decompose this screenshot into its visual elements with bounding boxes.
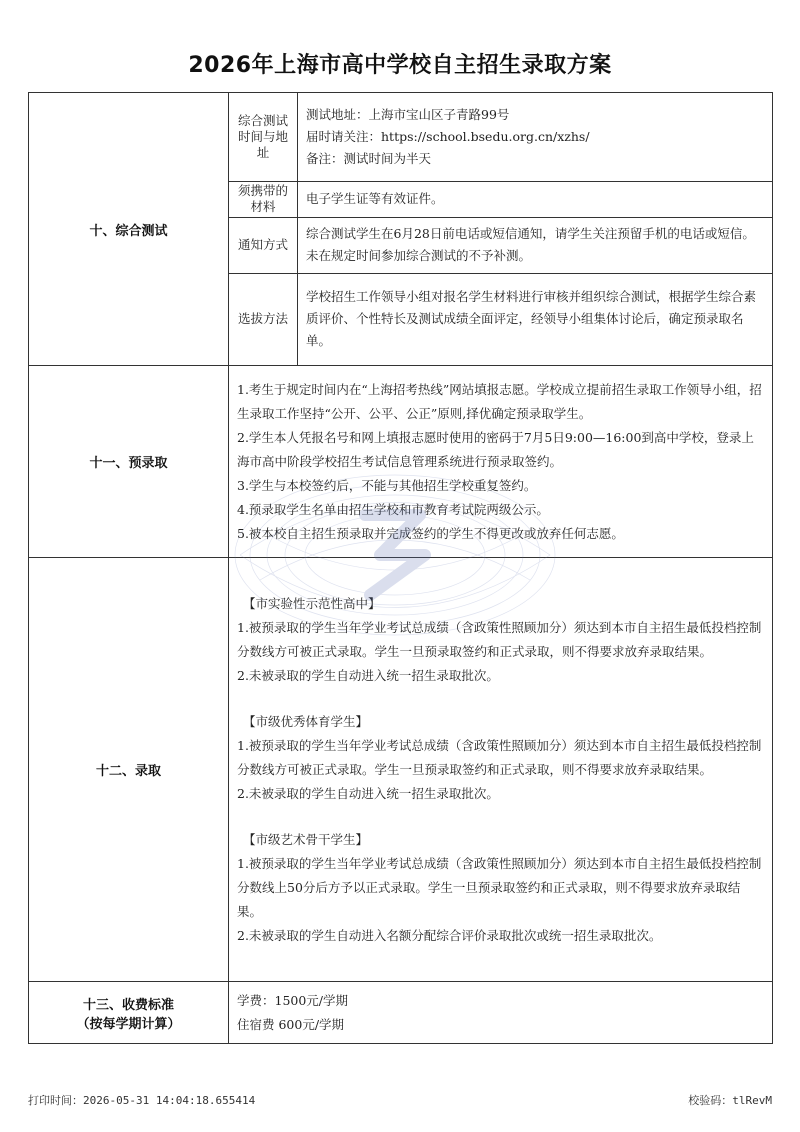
group-title: 【市级优秀体育学生】	[243, 713, 369, 729]
pre-admission-item: 5.被本校自主招生预录取并完成签约的学生不得更改或放弃任何志愿。	[237, 525, 624, 541]
notice-value: 综合测试学生在6月28日前电话或短信通知，请学生关注预留手机的电话或短信。未在规定时间参加综合测试的不予补测。	[298, 217, 773, 273]
test-time-key: 综合测试时间与地址	[229, 93, 298, 181]
pre-admission-item: 3.学生与本校签约后，不能与其他招生学校重复签约。	[237, 477, 537, 493]
section-10-row	[29, 93, 773, 366]
admission-item: 2.未被录取的学生自动进入统一招生录取批次。	[237, 785, 499, 801]
page-title: 2026年上海市高中学校自主招生录取方案	[188, 53, 612, 78]
test-time-value	[298, 93, 773, 181]
group-title: 【市实验性示范性高中】	[243, 595, 381, 611]
admission-item: 1.被预录取的学生当年学业考试总成绩（含政策性照顾加分）须达到本市自主招生最低投档控制分数线方可被正式录取。学生一旦预录取签约和正式录取，则不得要求放弃录取结果。	[237, 619, 762, 659]
section-12-label: 十二、录取	[29, 558, 229, 982]
admission-item: 2.未被录取的学生自动进入统一招生录取批次。	[237, 667, 499, 683]
section-10-label: 十、综合测试	[29, 93, 229, 366]
checksum: 校验码：tlRevM	[688, 1094, 772, 1107]
test-link[interactable]: 届时请关注：https://school.bsedu.org.cn/xzhs/	[306, 128, 590, 144]
section-12-row	[29, 558, 773, 982]
notice-key: 通知方式	[229, 217, 298, 273]
group-title: 【市级艺术骨干学生】	[243, 831, 369, 847]
test-note: 备注：测试时间为半天	[306, 150, 432, 166]
print-time: 打印时间：2026-05-31 14:04:18.655414	[28, 1094, 256, 1107]
section-13-label	[29, 982, 229, 1044]
section-11-row	[29, 366, 773, 558]
fee-label: 十三、收费标准	[82, 997, 174, 1013]
section-13-content	[229, 982, 773, 1044]
section-13-row	[29, 982, 773, 1044]
method-key: 选拔方法	[229, 273, 298, 365]
test-address: 测试地址：上海市宝山区子青路99号	[306, 106, 510, 122]
pre-admission-item: 2.学生本人凭报名号和网上填报志愿时使用的密码于7月5日9:00—16:00到高中学校，登录上海市高中阶段学校招生考试信息管理系统进行预录取签约。	[237, 429, 754, 469]
section-11-label: 十一、预录取	[29, 366, 229, 558]
section-10-subtable	[229, 93, 772, 365]
dorm-fee: 住宿费 600元/学期	[237, 1016, 345, 1032]
tuition-fee: 学费：1500元/学期	[237, 992, 349, 1008]
admission-table	[28, 92, 773, 1044]
admission-item: 1.被预录取的学生当年学业考试总成绩（含政策性照顾加分）须达到本市自主招生最低投档控制分数线方可被正式录取。学生一旦预录取签约和正式录取，则不得要求放弃录取结果。	[237, 737, 762, 777]
admission-item: 1.被预录取的学生当年学业考试总成绩（含政策性照顾加分）须达到本市自主招生最低投档控制分数线上50分后方予以正式录取。学生一旦预录取签约和正式录取，则不得要求放弃录取结果。	[237, 855, 762, 919]
section-11-content	[229, 366, 773, 558]
fee-sublabel: （按每学期计算）	[76, 1016, 181, 1032]
admission-item: 2.未被录取的学生自动进入名额分配综合评价录取批次或统一招生录取批次。	[237, 927, 662, 943]
materials-key: 须携带的材料	[229, 181, 298, 217]
pre-admission-item: 1.考生于规定时间内在“上海招考热线”网站填报志愿。学校成立提前招生录取工作领导小组，招生录取工作坚持“公开、公平、公正”原则,择优确定预录取学生。	[237, 381, 762, 421]
pre-admission-item: 4.预录取学生名单由招生学校和市教育考试院两级公示。	[237, 501, 549, 517]
method-value: 学校招生工作领导小组对报名学生材料进行审核并组织综合测试，根据学生综合素质评价、个性特长及测试成绩全面评定，经领导小组集体讨论后，确定预录取名单。	[298, 273, 773, 365]
materials-value: 电子学生证等有效证件。	[298, 181, 773, 217]
section-12-content	[229, 558, 773, 982]
